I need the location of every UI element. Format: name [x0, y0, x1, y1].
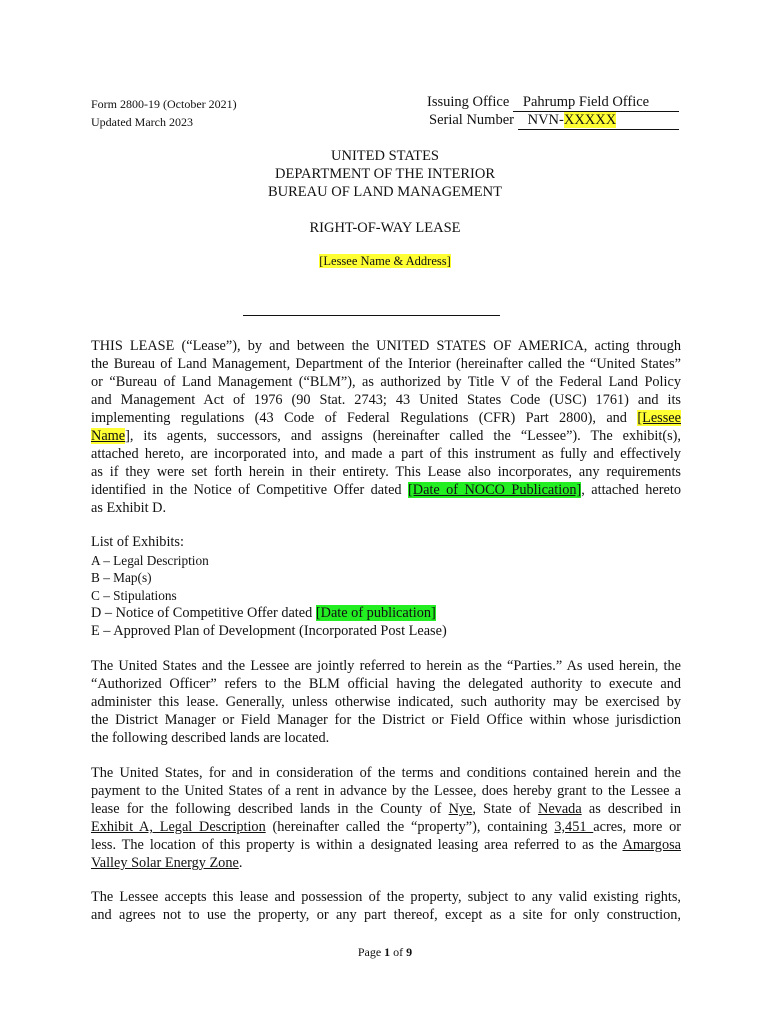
title-line-3: BUREAU OF LAND MANAGEMENT [267, 184, 502, 200]
intro-line: as if they were set forth herein in their entirety. This Lease also incorporates, any requirements [91, 464, 681, 480]
exhibit-item-a: A – Legal Description [91, 552, 209, 568]
grant-text: as described in [581, 801, 681, 817]
grant-line [91, 800, 681, 818]
leasing-area-name: Amargosa [622, 837, 681, 853]
grant-line: payment to the United States of a rent in advance by the Lessee, does hereby grant to the Lessee a [91, 783, 681, 799]
exhibit-item-c: C – Stipulations [91, 588, 177, 604]
grant-text: lease for the following described lands in the County of [91, 801, 449, 817]
exhibit-a-reference: Exhibit A, Legal Description [91, 819, 266, 835]
intro-line: THIS LEASE (“Lease”), by and between the UNITED STATES OF AMERICA, acting through [91, 338, 681, 354]
intro-line [91, 427, 681, 445]
updated-date: Updated March 2023 [91, 115, 193, 129]
lessee-name-placeholder: [Lessee [637, 410, 681, 426]
leasing-area-name-cont: Valley Solar Energy Zone [91, 855, 239, 871]
grant-text: acres, more or [593, 819, 681, 835]
acreage-value: 3,451 [554, 819, 594, 835]
exhibit-list-heading: List of Exhibits: [91, 534, 184, 550]
grant-paragraph [91, 764, 681, 872]
grant-line [91, 854, 681, 872]
serial-number [429, 112, 679, 130]
noco-date-placeholder: [Date of NOCO Publication] [407, 482, 582, 498]
grant-line: The United States, for and in consideration of the terms and conditions contained herein and the [91, 765, 681, 781]
grant-text: (hereinafter called the “property”), containing [265, 819, 555, 835]
intro-text: ], its agents, successors, and assigns (hereinafter called the “Lessee”). The exhibit(s), [125, 428, 681, 444]
intro-paragraph [91, 337, 681, 517]
exhibit-list [91, 534, 447, 640]
intro-line: and Management Act of 1976 (90 Stat. 2743; 43 United States Code (USC) 1761) and its [91, 392, 681, 408]
parties-line: the following described lands are located. [91, 730, 330, 746]
lessee-name-address [0, 254, 770, 269]
of-word: of [390, 945, 407, 959]
lessee-name-placeholder-cont: Name [91, 428, 126, 444]
parties-line: The United States and the Lessee are jointly referred to herein as the “Parties.” As used herein, the [91, 658, 681, 674]
issuing-office [427, 94, 679, 112]
intro-line [91, 409, 681, 427]
parties-line: “Authorized Officer” refers to the BLM official having the delegated authority to execute and [91, 676, 681, 692]
grant-text: less. The location of this property is within a designated leasing area referred to as the [91, 837, 623, 853]
parties-line: the District Manager or Field Manager for the District or Field Office within whose jurisdiction [91, 712, 681, 728]
acceptance-paragraph [91, 888, 681, 924]
intro-text: implementing regulations (43 Code of Federal Regulations (CFR) Part 2800), and [91, 410, 638, 426]
county-name: Nye [448, 801, 473, 817]
grant-text: , State of [472, 801, 538, 817]
parties-line: administer this lease. Generally, unless otherwise indicated, such authority may be exercised by [91, 694, 681, 710]
current-page: 1 [384, 945, 391, 959]
issuing-office-label: Issuing Office [427, 94, 510, 110]
intro-line: attached hereto, are incorporated into, and made a part of this instrument as fully and effectively [91, 446, 681, 462]
exhibit-item-d [91, 605, 447, 623]
issuing-office-value: Pahrump Field Office [513, 94, 679, 112]
intro-line: as Exhibit D. [91, 500, 167, 516]
intro-line: the Bureau of Land Management, Department of the Interior (hereinafter called the “United States” [91, 356, 681, 372]
serial-number-value [518, 112, 679, 130]
acceptance-line: The Lessee accepts this lease and possession of the property, subject to any valid existing rights, [91, 889, 681, 905]
state-name: Nevada [538, 801, 582, 817]
acceptance-line: and agrees not to use the property, or any part thereof, except as a site for only construction, [91, 907, 681, 923]
parties-paragraph [91, 657, 681, 747]
intro-line [91, 481, 681, 499]
lessee-placeholder: [Lessee Name & Address] [319, 254, 451, 268]
grant-text: . [238, 855, 243, 871]
page-number [0, 945, 770, 960]
serial-placeholder: XXXXX [563, 112, 617, 128]
total-pages: 9 [406, 945, 413, 959]
signature-separator-line [243, 315, 500, 316]
exhibit-d-text: D – Notice of Competitive Offer dated [91, 604, 316, 621]
intro-text: , attached hereto [581, 482, 681, 498]
serial-number-label: Serial Number [429, 112, 514, 128]
exhibit-item-b: B – Map(s) [91, 570, 152, 586]
intro-text: identified in the Notice of Competitive Offer dated [91, 482, 408, 498]
document-title: RIGHT-OF-WAY LEASE [309, 220, 461, 236]
serial-prefix: NVN- [527, 112, 564, 128]
intro-line: or “Bureau of Land Management (“BLM”), as authorized by Title V of the Federal Land Policy [91, 374, 681, 390]
title-line-1: UNITED STATES [331, 148, 439, 164]
title-line-2: DEPARTMENT OF THE INTERIOR [275, 166, 495, 182]
form-number: Form 2800-19 (October 2021) [91, 97, 237, 111]
grant-line [91, 818, 681, 836]
page-word: Page [357, 945, 385, 959]
grant-line [91, 836, 681, 854]
publication-date-placeholder: [Date of publication] [315, 604, 436, 621]
exhibit-item-e: E – Approved Plan of Development (Incorporated Post Lease) [91, 622, 447, 639]
